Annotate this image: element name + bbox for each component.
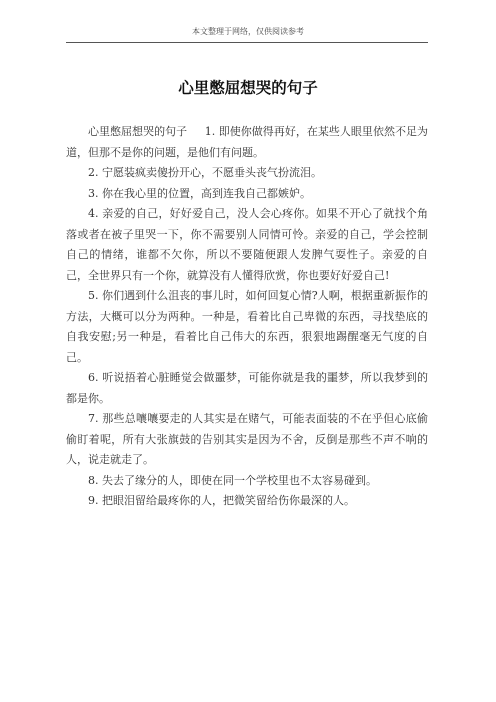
- intro-heading: 心里憋屈想哭的句子: [88, 125, 188, 138]
- intro-paragraph: [66, 122, 428, 163]
- paragraph-4: 4. 亲爱的自己，好好爱自己，没人会心疼你。如果不开心了就找个角落或者在被子里哭一下，你不需要别人同情可怜。亲爱的自己，学会控制自己的情绪，谁都不欠你，所以不要随便跟人发脾气耍性子。亲爱的自己，全世界只有一个你，就算没有人懂得欣赏，你也要好好爱自己!: [66, 207, 428, 282]
- intro-text: 1. 即使你做得再好，在某些人眼里依然不足为道，但那不是你的问题，是他们有问题。: [66, 125, 429, 159]
- paragraph-9: 9. 把眼泪留给最疼你的人，把微笑留给伤你最深的人。: [88, 494, 355, 507]
- header-rule: [66, 42, 428, 43]
- header-note: 本文整理于网络，仅供阅读参考: [192, 27, 304, 36]
- document-title: 心里憋屈想哭的句子: [178, 79, 318, 97]
- paragraph-3: 3. 你在我心里的位置，高到连我自己都嫉妒。: [88, 186, 311, 200]
- paragraph-8: 8. 失去了缘分的人，即使在同一个学校里也不太容易碰到。: [88, 473, 377, 487]
- paragraph-6: 6. 听说捂着心脏睡觉会做噩梦，可能你就是我的噩梦，所以我梦到的都是你。: [66, 371, 428, 405]
- paragraph-2: 2. 宁愿装疯卖傻扮开心，不愿垂头丧气扮流泪。: [88, 166, 322, 179]
- paragraph-7: 7. 那些总嚷嚷要走的人其实是在赌气，可能表面装的不在乎但心底偷偷盯着呢，所有大张旗鼓的告别其实是因为不舍，反倒是那些不声不响的人，说走就走了。: [66, 412, 428, 466]
- paragraph-5: 5. 你们遇到什么沮丧的事儿时，如何回复心情?人啊，根据重新振作的方法，大概可以分为两种。一种是，看着比自己卑微的东西，寻找垫底的自我安慰;另一种是，看着比自己伟大的东西，狠狠地踢醒毫无气度的自己。: [66, 289, 428, 364]
- document-body: [66, 122, 428, 512]
